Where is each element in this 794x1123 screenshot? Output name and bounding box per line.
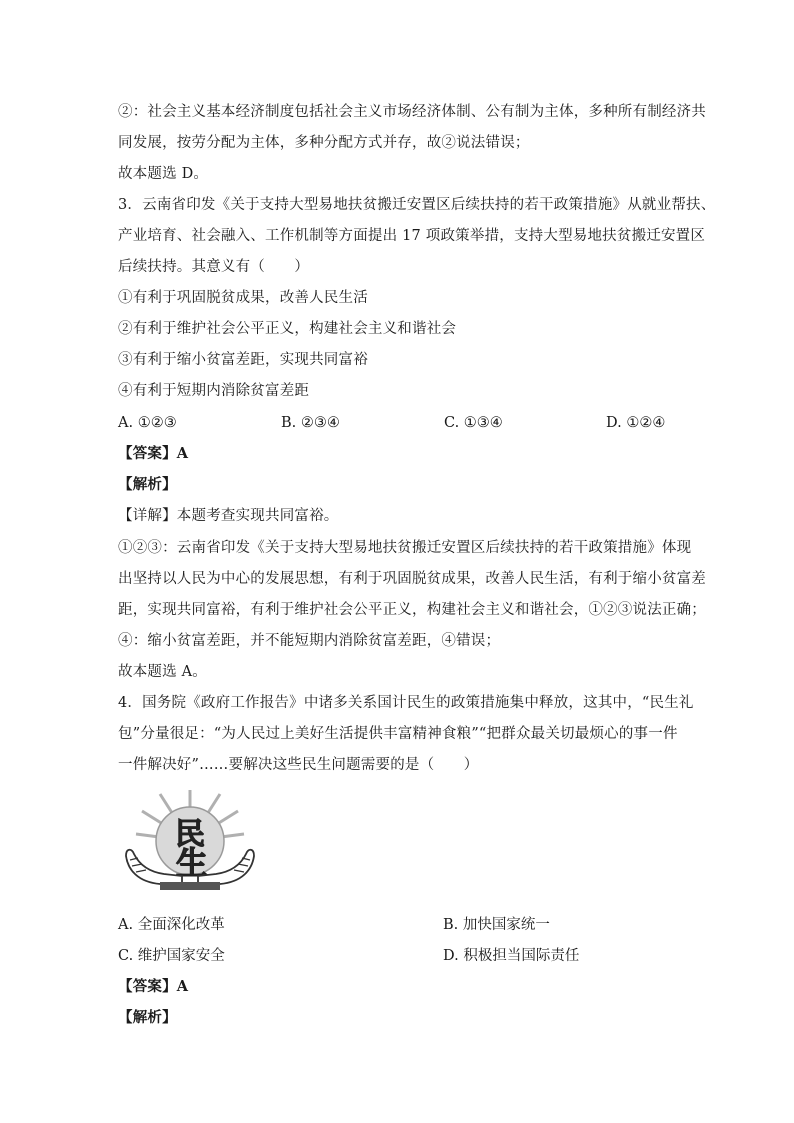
text-line: 同发展，按劳分配为主体，多种分配方式并存，故②说法错误； [118,135,530,151]
detail-line: ④：缩小贫富差距，并不能短期内消除贫富差距，④错误； [118,633,501,649]
detail-line: ①②③：云南省印发《关于支持大型易地扶贫搬迁安置区后续扶持的若干政策措施》体现 [118,540,692,556]
question-3-item: ②有利于维护社会公平正义，构建社会主义和谐社会 [118,321,457,337]
question-3-stem: 产业培育、社会融入、工作机制等方面提出 17 项政策举措，支持大型易地扶贫搬迁安置区 [118,228,706,244]
minsheng-hands-icon [120,786,260,896]
q3-option-c: C. ①③④ [444,415,503,431]
q4-option-d: D. 积极担当国际责任 [443,948,580,964]
detail-line: 【详解】本题考查实现共同富裕。 [118,508,339,524]
q3-option-a: A. ①②③ [118,415,177,431]
q4-option-b: B. 加快国家统一 [443,917,550,933]
q3-option-d: D. ①②④ [606,415,666,431]
answer-label: 【答案】A [118,978,189,995]
detail-line: 出坚持以人民为中心的发展思想，有利于巩固脱贫成果，改善人民生活，有利于缩小贫富差 [118,571,706,587]
minsheng-label: 民 [175,817,205,852]
detail-line: 故本题选 A。 [118,664,207,680]
question-3-stem: 后续扶持。其意义有（ ） [118,259,310,275]
question-4-stem: 包”分量很足：“为人民过上美好生活提供丰富精神食粮”“把群众最关切最烦心的事一件 [118,726,678,742]
question-3-item: ①有利于巩固脱贫成果，改善人民生活 [118,290,368,306]
question-4-stem: 4．国务院《政府工作报告》中诸多关系国计民生的政策措施集中释放，这其中，“民生礼 [118,695,694,711]
detail-line: 距，实现共同富裕，有利于维护社会公平正义，构建社会主义和谐社会，①②③说法正确； [118,602,706,618]
text-line: 故本题选 D。 [118,166,209,182]
analysis-label: 【解析】 [118,1009,177,1026]
analysis-label: 【解析】 [118,476,177,493]
question-3-item: ④有利于短期内消除贫富差距 [118,383,310,399]
q3-option-b: B. ②③④ [281,415,340,431]
question-3-item: ③有利于缩小贫富差距，实现共同富裕 [118,352,368,368]
q4-option-a: A. 全面深化改革 [118,917,225,933]
svg-text:生: 生 [175,844,209,882]
question-4-stem: 一件解决好”……要解决这些民生问题需要的是（ ） [118,757,479,773]
text-line: ②：社会主义基本经济制度包括社会主义市场经济体制、公有制为主体，多种所有制经济共 [118,104,706,120]
answer-label: 【答案】A [118,445,189,462]
q4-option-c: C. 维护国家安全 [118,948,225,964]
question-3-stem: 3．云南省印发《关于支持大型易地扶贫搬迁安置区后续扶持的若干政策措施》从就业帮扶、 [118,197,716,213]
